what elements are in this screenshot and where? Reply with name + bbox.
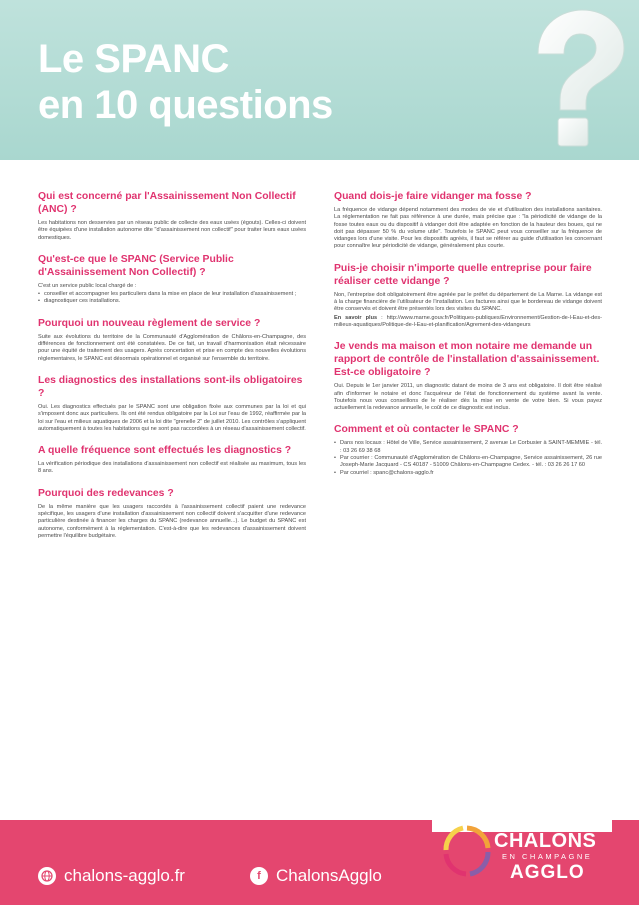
logo-text-agglo: AGGLO xyxy=(510,862,585,883)
bullet-list xyxy=(334,440,602,476)
faq-answer: Les habitations non desservies par un réseau public de collecte des eaux usées (égouts). Celles-ci doivent être équipées d'une installation autonome dite "d'assainissement non collectif" pour traiter leurs eaux usées domestiques. xyxy=(38,220,306,241)
faq-answer: De la même manière que les usagers raccordés à l'assainissement collectif paient une redevance spécifique, les usagers d'une installation d'assainissement non collectif doivent s'acquitter d'une redevance particulière destinée à financer les charges du SPANC (redevance annuelle...). Le budget du SPANC est autonome, conformément à la réglementation. C'est-à-dire que les redevances d'assainissement doivent permettre l'équilibre budgétaire. xyxy=(38,503,306,539)
left-column xyxy=(38,190,306,551)
faq-answer: Non, l'entreprise doit obligatoirement être agréée par le préfet du département de La Marne. La vidange est à la charge financière de l'utilisateur de l'installation. Les factures ainsi que le bordereau de vidange doivent être conservés et doivent être présentés lors des visites du SPANC. En savoir plus : http://www.marne.gouv.fr/Politiques-publiques/Environnement/Gestion-de-l-Eau-et-des-milieux-aquatiques/Politique-de-l-Eau-et-planification/Agrement-des-vidangeurs xyxy=(334,291,602,328)
question-mark-icon xyxy=(520,4,630,154)
faq-answer: La vérification périodique des installations d'assainissement non collectif est réalisée au maximum, tous les 8 ans. xyxy=(38,461,306,475)
faq-answer: Oui. Depuis le 1er janvier 2011, un diagnostic datant de moins de 3 ans est obligatoire. Il doit être réalisé afin d'informer le notaire et donc l'acquéreur de l'état de fonctionnement du système avant la vente. Toutefois nous vous conseillons de le réaliser dès la mise en vente de votre bien. Si vous payez actuellement la redevance annuelle, le coût de ce diagnostic est inclus. xyxy=(334,383,602,412)
facebook-link[interactable] xyxy=(250,866,382,886)
faq-item xyxy=(38,190,306,242)
logo-ring-icon xyxy=(442,824,492,880)
facebook-icon: f xyxy=(250,867,268,885)
list-item: • Par courrier : Communauté d'Agglomération de Châlons-en-Champagne, Service assainissement, 26 rue Joseph-Marie Jacquard - CS 40187 - 51009 Châlons-en-Champagne Cedex. - tél. : 03 26 26 17 60 xyxy=(334,455,602,470)
faq-item xyxy=(334,190,602,251)
faq-answer: La fréquence de vidange dépend notamment des modes de vie et d'utilisation des installations sanitaires. La réglementation ne fait pas référence à une durée, mais précise que : "la périodicité de vidange de la fosse toutes eaux ou du dispositif à vidanger doit être adaptée en fonction de la hauteur des boues, qui ne doit pas dépasser 50 % du volume utile". Toutefois le SPANC peut vous conseiller sur la fréquence de vidanges lors d'une visite. Pour les dispositifs agréés, il faut se référer au guide d'utilisation les concernant pour connaître leur périodicité de vidange, généralement plus courte. xyxy=(334,207,602,250)
right-column xyxy=(334,190,602,488)
title-line-2: en 10 questions xyxy=(38,83,333,127)
more-info-link[interactable]: : http://www.marne.gouv.fr/Politiques-publiques/Environnement/Gestion-de-l-Eau-et-des-milieux-aquatiques/Politique-de-l-Eau-et-planification/Agrement-des-vidangeurs xyxy=(334,314,602,328)
faq-item xyxy=(38,444,306,476)
logo-text-champagne: EN CHAMPAGNE xyxy=(502,852,593,861)
faq-question: Je vends ma maison et mon notaire me demande un rapport de contrôle de l'installation d'assainissement. Est-ce obligatoire ? xyxy=(334,341,600,379)
page-title xyxy=(38,36,333,128)
logo-text-chalons: CHÂLONS xyxy=(494,830,597,852)
faq-answer: Suite aux évolutions du territoire de la Communauté d'Agglomération de Châlons-en-Champagne, des différences de fonctionnement ont été constatées. De ce fait, un travail d'harmonisation était nécessaire pour une équité de traitement des usagers. Après concertation et prise en compte des nouvelles évolutions réglementaires, le SPANC est désormais opérationnel et organisé sur l'ensemble du territoire. xyxy=(38,333,306,362)
faq-question: Comment et où contacter le SPANC ? xyxy=(334,424,519,436)
facebook-text: ChalonsAgglo xyxy=(276,866,382,885)
faq-question: Puis-je choisir n'importe quelle entreprise pour faire réaliser cette vidange ? xyxy=(334,262,592,287)
faq-question: Pourquoi des redevances ? xyxy=(38,487,174,499)
website-link[interactable] xyxy=(38,866,185,886)
faq-item xyxy=(334,262,602,329)
faq-question: Qu'est-ce que le SPANC (Service Public d'Assainissement Non Collectif) ? xyxy=(38,253,234,278)
faq-item xyxy=(38,253,306,306)
list-item: • Par courriel : spanc@chalons-agglo.fr xyxy=(334,470,602,477)
globe-icon xyxy=(38,867,56,885)
faq-question: Les diagnostics des installations sont-ils obligatoires ? xyxy=(38,374,303,399)
main-content xyxy=(0,160,639,810)
faq-question: Qui est concerné par l'Assainissement Non Collectif (ANC) ? xyxy=(38,191,296,215)
faq-answer: Oui. Les diagnostics effectués par le SPANC sont une obligation fixée aux communes par la loi et qui s'imposent donc aux particuliers. Ils ont été rendus obligatoire par la Loi sur l'eau de 1992, réaffirmée par la loi sur l'eau et milieux aquatiques de 2006 et la loi dite "grenelle 2" de juillet 2010. Les contrôles s'appliquent automatiquement à toutes les habitations qui ne sont pas raccordées à un réseau d'assainissement collectif. xyxy=(38,403,306,432)
faq-item xyxy=(38,317,306,363)
faq-item xyxy=(38,487,306,540)
faq-question: Pourquoi un nouveau règlement de service ? xyxy=(38,317,261,329)
faq-item xyxy=(334,340,602,412)
faq-answer xyxy=(334,440,602,476)
faq-answer: C'est un service public local chargé de : • conseiller et accompagner les particuliers dans la mise en place de leur installation d'assainissement ; • diagnostiquer ces installations. xyxy=(38,283,306,306)
more-info xyxy=(334,315,602,330)
faq-item xyxy=(334,423,602,476)
list-item: • conseiller et accompagner les particuliers dans la mise en place de leur installation d'assainissement ; xyxy=(38,291,306,298)
title-line-1: Le SPANC xyxy=(38,37,229,81)
list-item: • Dans nos locaux : Hôtel de Ville, Service assainissement, 2 avenue Le Corbusier à SAINT-MEMMIE - tél. : 03 26 69 38 68 xyxy=(334,440,602,455)
bullet-list xyxy=(38,291,306,306)
header-banner xyxy=(0,0,639,160)
faq-question: A quelle fréquence sont effectués les diagnostics ? xyxy=(38,445,292,457)
faq-item xyxy=(38,374,306,433)
faq-question: Quand dois-je faire vidanger ma fosse ? xyxy=(334,191,532,202)
list-item: • diagnostiquer ces installations. xyxy=(38,298,306,305)
more-info-label: En savoir plus xyxy=(334,314,378,321)
chalons-agglo-logo xyxy=(432,812,612,898)
website-text: chalons-agglo.fr xyxy=(64,866,185,885)
